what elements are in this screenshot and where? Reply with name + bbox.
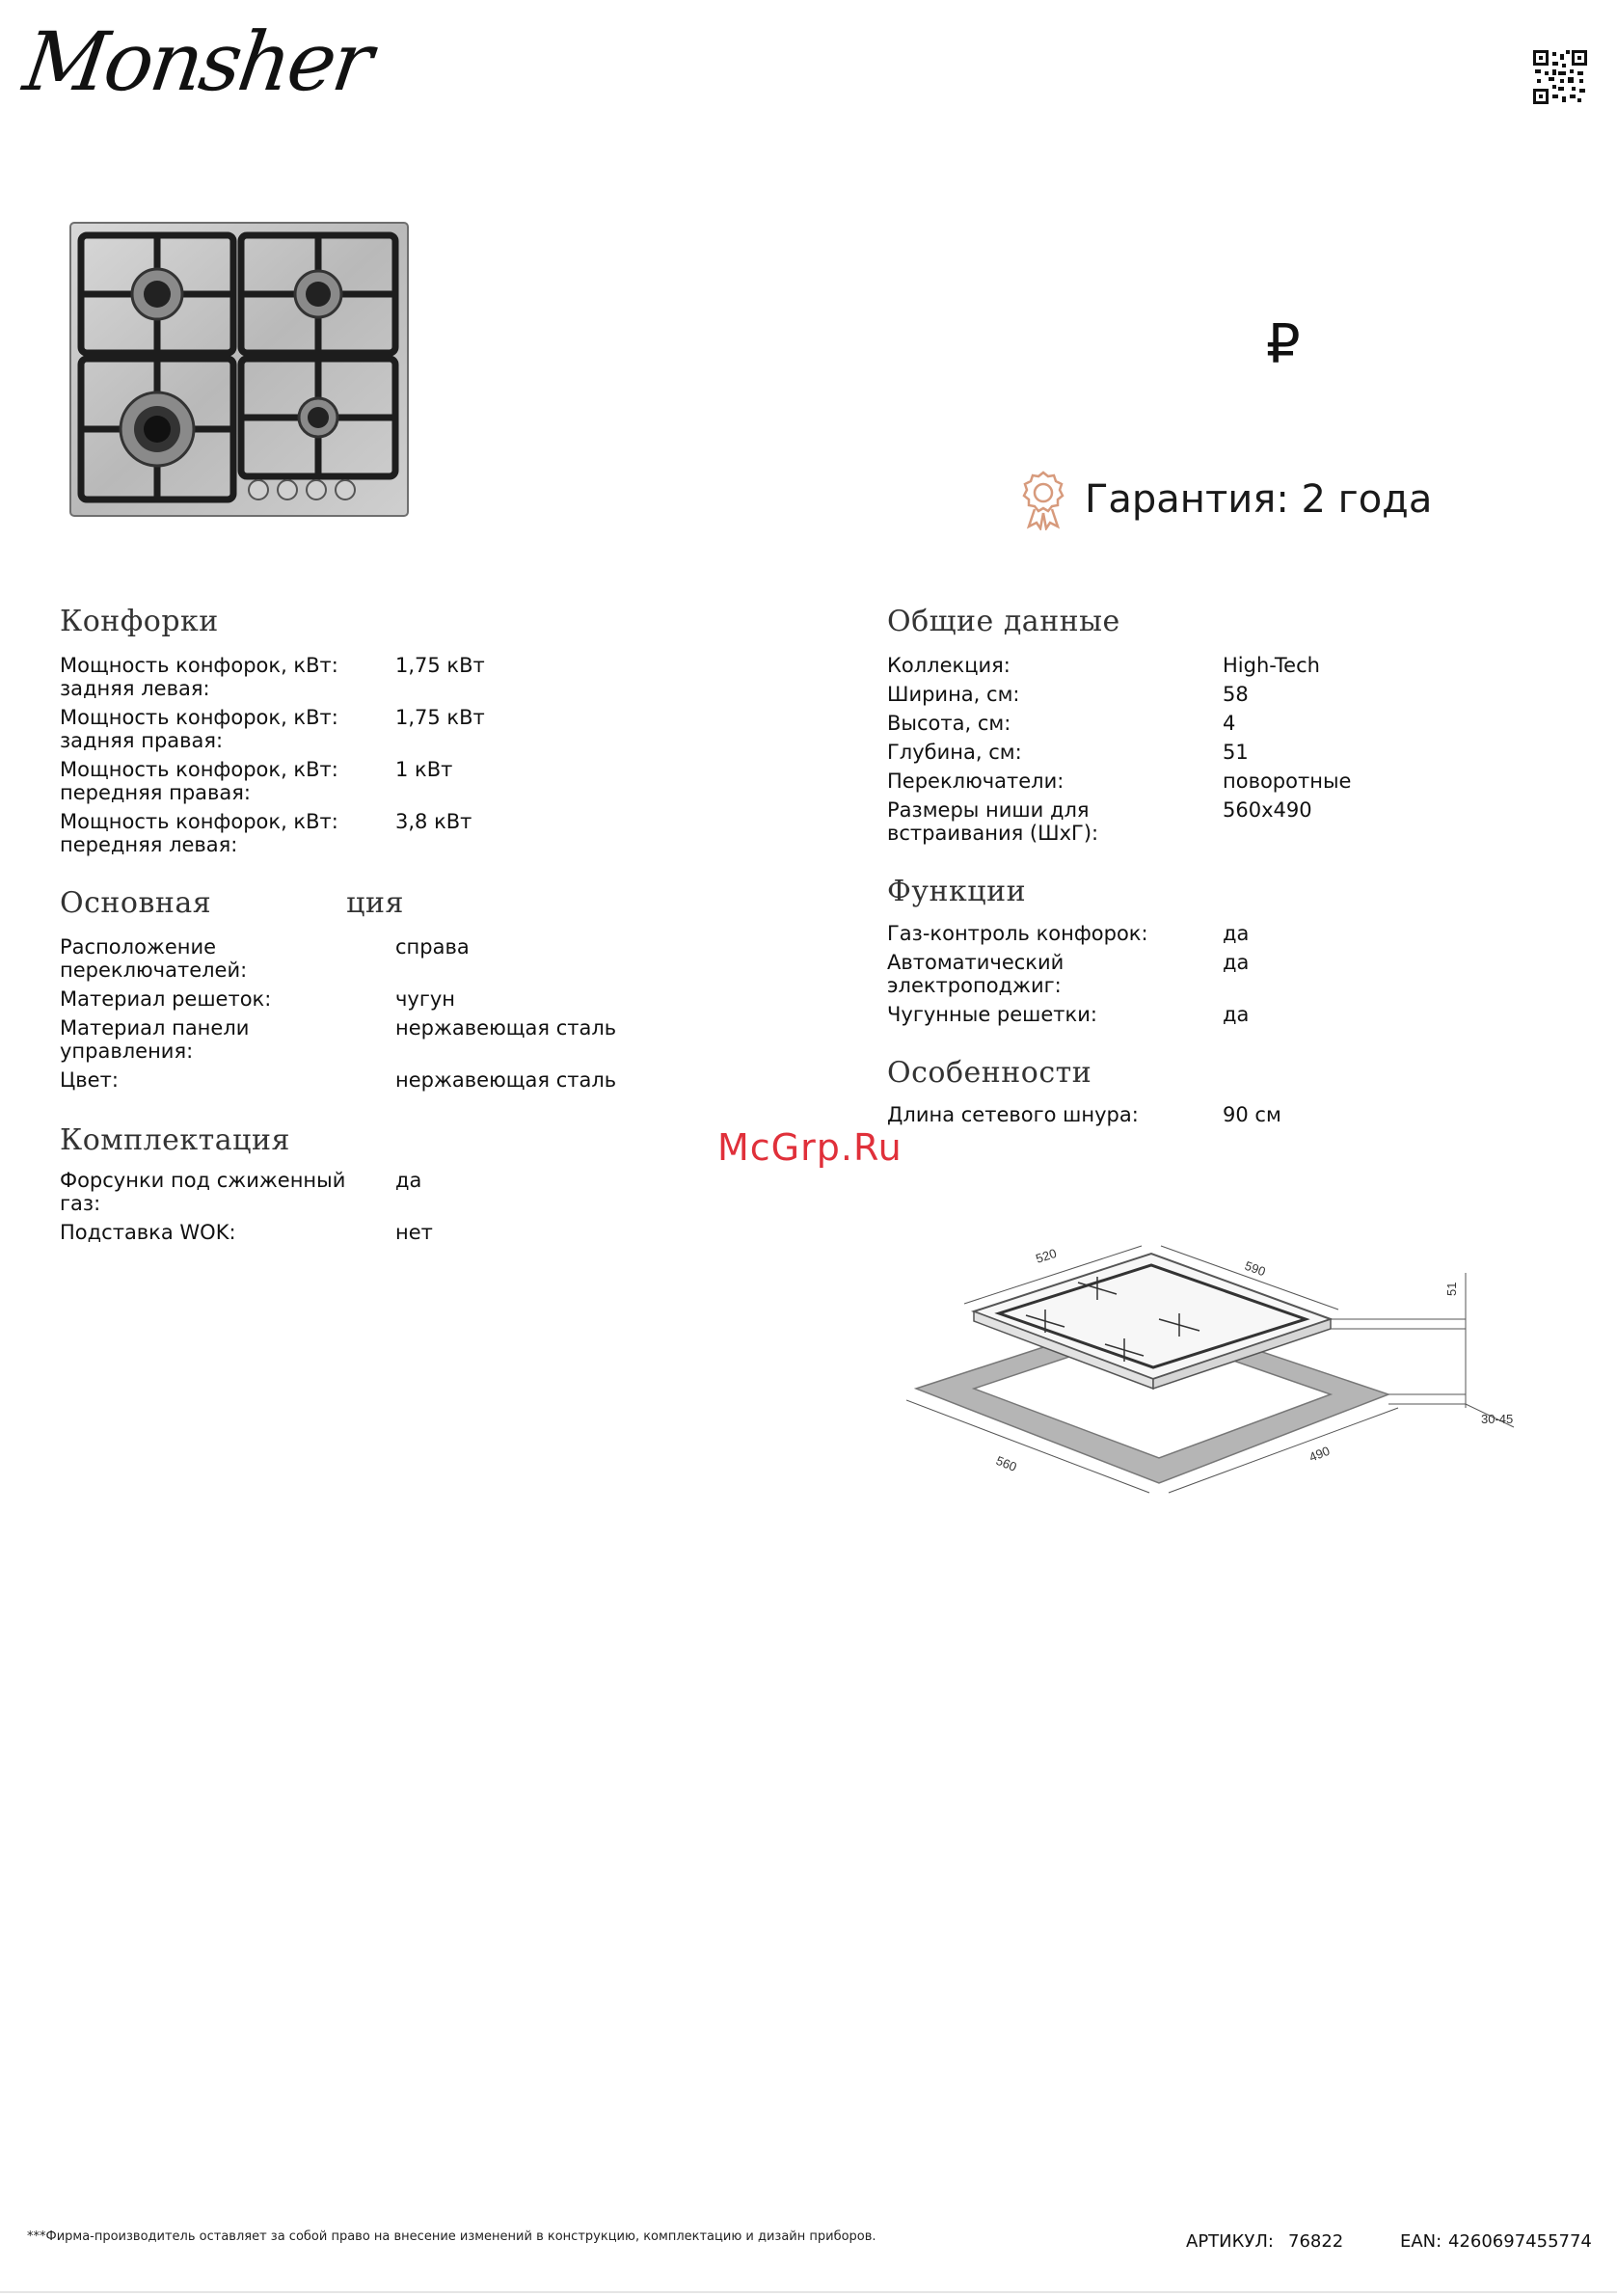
dimension-label: 560 — [993, 1452, 1019, 1474]
spec-value: 1,75 кВт — [395, 706, 485, 729]
spec-key: Цвет: — [60, 1068, 119, 1092]
spec-value: да — [395, 1169, 422, 1192]
watermark: McGrp.Ru — [717, 1126, 903, 1169]
section-title-main: Основная ция — [60, 886, 404, 920]
spec-value: да — [1223, 1003, 1250, 1026]
bottom-divider — [0, 2291, 1617, 2293]
section-title-burners: Конфорки — [60, 605, 219, 638]
spec-key: Ширина, см: — [887, 683, 1020, 706]
spec-value: 4 — [1223, 712, 1236, 735]
spec-key: Автоматический электроподжиг: — [887, 951, 1065, 997]
spec-key: Мощность конфорок, кВт: передняя правая: — [60, 758, 338, 804]
spec-value: справа — [395, 935, 470, 959]
spec-key: Высота, см: — [887, 712, 1011, 735]
brand-logo: Monsher — [18, 14, 376, 109]
warranty-block — [1017, 469, 1432, 530]
section-title-kit: Комплектация — [60, 1123, 290, 1157]
spec-value: 51 — [1223, 741, 1249, 764]
article-label: АРТИКУЛ: — [1186, 2231, 1274, 2252]
spec-value: High-Tech — [1223, 654, 1320, 677]
warranty-text: Гарантия: 2 года — [1085, 477, 1433, 522]
footer-disclaimer: ***Фирма-производитель оставляет за собой право на внесение изменений в конструкцию, комплектацию и дизайн приборов. — [27, 2229, 876, 2244]
spec-key: Чугунные решетки: — [887, 1003, 1097, 1026]
spec-value: 1 кВт — [395, 758, 453, 781]
dimension-label: 51 — [1444, 1282, 1459, 1296]
spec-value: 58 — [1223, 683, 1249, 706]
dimension-label: 30-45 — [1481, 1412, 1514, 1426]
section-title-features: Особенности — [887, 1056, 1092, 1090]
spec-key: Газ-контроль конфорок: — [887, 922, 1148, 945]
spec-key: Переключатели: — [887, 770, 1065, 793]
spec-key: Расположение переключателей: — [60, 935, 248, 982]
spec-value: чугун — [395, 987, 456, 1011]
dimension-label: 490 — [1307, 1443, 1333, 1465]
award-badge-icon — [1017, 469, 1069, 530]
spec-value: да — [1223, 922, 1250, 945]
spec-value: 1,75 кВт — [395, 654, 485, 677]
spec-value: поворотные — [1223, 770, 1352, 793]
installation-diagram — [906, 1234, 1523, 1514]
spec-key: Материал решеток: — [60, 987, 272, 1011]
spec-key: Длина сетевого шнура: — [887, 1103, 1139, 1126]
spec-key: Подставка WOK: — [60, 1221, 236, 1244]
spec-key: Мощность конфорок, кВт: задняя правая: — [60, 706, 338, 752]
spec-key: Размеры ниши для встраивания (ШxГ): — [887, 798, 1099, 845]
spec-value: 560x490 — [1223, 798, 1312, 822]
spec-key: Материал панели управления: — [60, 1016, 250, 1063]
spec-value: 3,8 кВт — [395, 810, 472, 833]
ean-label: EAN: — [1400, 2231, 1442, 2252]
spec-key: Форсунки под сжиженный газ: — [60, 1169, 346, 1215]
price-currency: ₽ — [1266, 313, 1301, 376]
article-value: 76822 — [1288, 2231, 1344, 2252]
section-title-general: Общие данные — [887, 605, 1120, 638]
spec-key: Глубина, см: — [887, 741, 1022, 764]
dimension-label: 520 — [1034, 1245, 1059, 1266]
product-image-hob — [69, 222, 409, 517]
spec-value: нержавеющая сталь — [395, 1068, 617, 1092]
spec-value: 90 см — [1223, 1103, 1281, 1126]
spec-key: Мощность конфорок, кВт: передняя левая: — [60, 810, 338, 856]
spec-value: нет — [395, 1221, 433, 1244]
spec-key: Коллекция: — [887, 654, 1011, 677]
ean-value: 4260697455774 — [1448, 2231, 1592, 2252]
spec-value: да — [1223, 951, 1250, 974]
spec-value: нержавеющая сталь — [395, 1016, 617, 1040]
qr-code-icon — [1533, 50, 1587, 104]
spec-key: Мощность конфорок, кВт: задняя левая: — [60, 654, 338, 700]
section-title-functions: Функции — [887, 875, 1027, 908]
dimension-label: 590 — [1242, 1257, 1268, 1280]
